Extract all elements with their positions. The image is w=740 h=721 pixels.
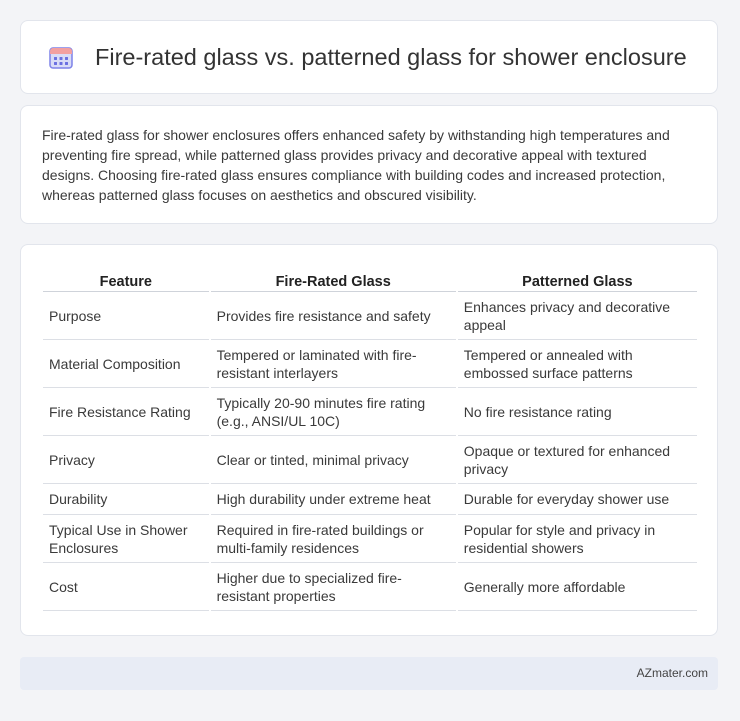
table-row [43,484,697,515]
row-patterned: Enhances privacy and decorative appeal [458,292,697,340]
row-feature: Durability [43,484,209,515]
row-feature: Fire Resistance Rating [43,388,209,436]
row-fire-rated: Required in fire-rated buildings or multi-family residences [211,515,456,563]
table-row [43,388,697,436]
row-patterned: No fire resistance rating [458,388,697,436]
page-title: Fire-rated glass vs. patterned glass for shower enclosure [95,43,687,70]
row-patterned: Opaque or textured for enhanced privacy [458,436,697,484]
row-feature: Cost [43,563,209,611]
row-feature: Privacy [43,436,209,484]
calendar-icon [47,43,75,71]
row-patterned: Tempered or annealed with embossed surface patterns [458,340,697,388]
title-card [20,20,718,94]
footer-brand: AZmater.com [636,666,708,680]
row-fire-rated: Higher due to specialized fire-resistant properties [211,563,456,611]
row-feature: Material Composition [43,340,209,388]
table-row [43,563,697,611]
row-fire-rated: High durability under extreme heat [211,484,456,515]
row-feature: Purpose [43,292,209,340]
row-patterned: Generally more affordable [458,563,697,611]
row-fire-rated: Clear or tinted, minimal privacy [211,436,456,484]
table-row [43,292,697,340]
table-row [43,436,697,484]
comparison-table [41,265,699,611]
comparison-card [20,244,718,636]
intro-paragraph: Fire-rated glass for shower enclosures offers enhanced safety by withstanding high temperatures and preventing fire spread, while patterned glass provides privacy and decorative appeal with textured designs. Choosing fire-rated glass ensures compliance with building codes and increased protection, whereas patterned glass focuses on aesthetics and obscured visibility. [42,127,670,203]
row-fire-rated: Tempered or laminated with fire-resistant interlayers [211,340,456,388]
row-patterned: Durable for everyday shower use [458,484,697,515]
intro-card [20,105,718,224]
header-fire-rated: Fire-Rated Glass [211,265,456,292]
header-feature: Feature [43,265,209,292]
row-fire-rated: Typically 20-90 minutes fire rating (e.g., ANSI/UL 10C) [211,388,456,436]
table-row [43,340,697,388]
row-feature: Typical Use in Shower Enclosures [43,515,209,563]
footer-bar [20,657,718,690]
header-patterned: Patterned Glass [458,265,697,292]
table-header-row [43,265,697,292]
row-fire-rated: Provides fire resistance and safety [211,292,456,340]
table-row [43,515,697,563]
row-patterned: Popular for style and privacy in residential showers [458,515,697,563]
